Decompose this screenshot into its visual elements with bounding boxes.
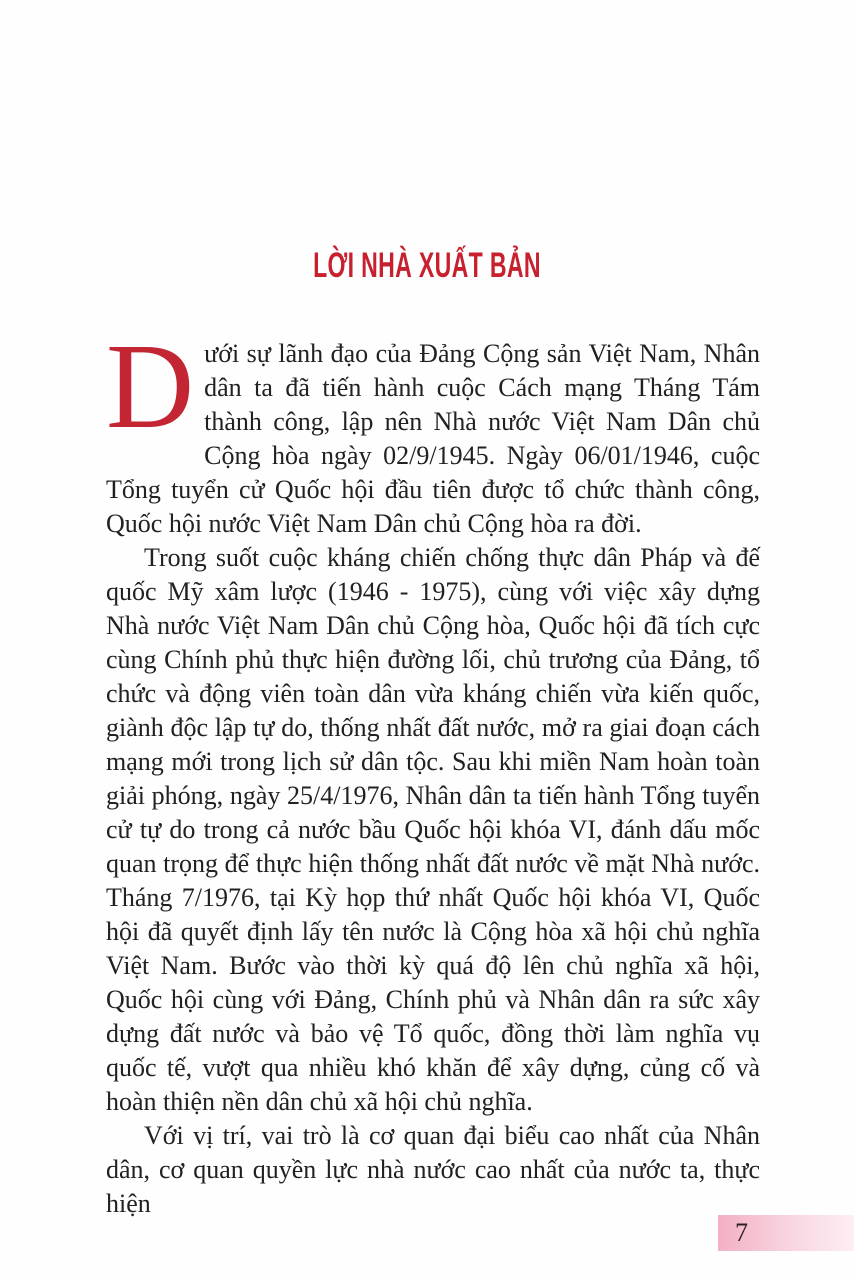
page-number: 7 [735, 1218, 748, 1247]
page-title: LỜI NHÀ XUẤT BẢN [313, 246, 541, 285]
paragraph-text: ưới sự lãnh đạo của Đảng Cộng sản Việt Nam, Nhân dân ta đã tiến hành cuộc Cách mạng Tháng Tám thành công, lập nên Nhà nước Việt Nam Dân chủ Cộng hòa ngày 02/9/1945. Ngày 06/01/1946, cuộc Tổng tuyển cử Quốc hội đầu tiên được tổ chức thành công, Quốc hội nước Việt Nam Dân chủ Cộng hòa ra đời. [106, 339, 760, 538]
paragraph: Với vị trí, vai trò là cơ quan đại biểu cao nhất của Nhân dân, cơ quan quyền lực nhà nước cao nhất của nước ta, thực hiện [106, 1121, 760, 1218]
body-text [106, 319, 760, 1221]
dropcap-letter: D [106, 319, 195, 454]
page-number-bar [718, 1215, 854, 1251]
paragraph [106, 319, 760, 541]
paragraph: Trong suốt cuộc kháng chiến chống thực dân Pháp và đế quốc Mỹ xâm lược (1946 - 1975), cùng với việc xây dựng Nhà nước Việt Nam Dân chủ Cộng hòa, Quốc hội đã tích cực cùng Chính phủ thực hiện đường lối, chủ trương của Đảng, tổ chức và động viên toàn dân vừa kháng chiến vừa kiến quốc, giành độc lập tự do, thống nhất đất nước, mở ra giai đoạn cách mạng mới trong lịch sử dân tộc. Sau khi miền Nam hoàn toàn giải phóng, ngày 25/4/1976, Nhân dân ta tiến hành Tổng tuyển cử tự do trong cả nước bầu Quốc hội khóa VI, đánh dấu mốc quan trọng để thực hiện thống nhất đất nước về mặt Nhà nước. Tháng 7/1976, tại Kỳ họp thứ nhất Quốc hội khóa VI, Quốc hội đã quyết định lấy tên nước là Cộng hòa xã hội chủ nghĩa Việt Nam. Bước vào thời kỳ quá độ lên chủ nghĩa xã hội, Quốc hội cùng với Đảng, Chính phủ và Nhân dân ra sức xây dựng đất nước và bảo vệ Tổ quốc, đồng thời làm nghĩa vụ quốc tế, vượt qua nhiều khó khăn để xây dựng, củng cố và hoàn thiện nền dân chủ xã hội chủ nghĩa. [106, 543, 760, 1116]
